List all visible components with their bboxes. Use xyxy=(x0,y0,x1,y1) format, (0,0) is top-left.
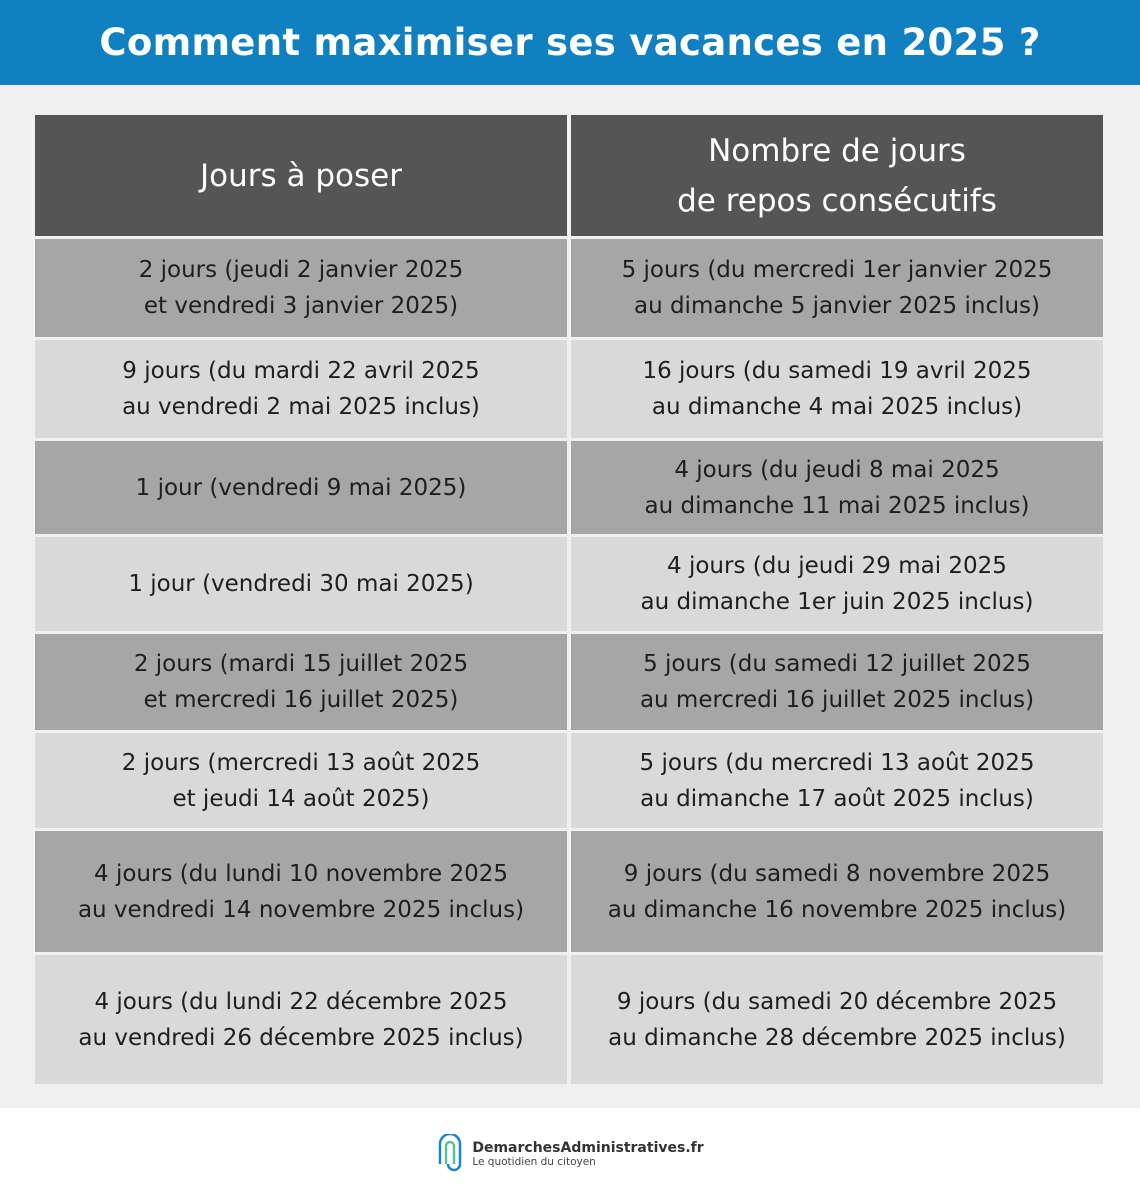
table-cell-consecutive-days: 16 jours (du samedi 19 avril 2025 au dimanche 4 mai 2025 inclus) xyxy=(571,340,1103,438)
table-cell-consecutive-days: 5 jours (du samedi 12 juillet 2025 au mercredi 16 juillet 2025 inclus) xyxy=(571,634,1103,730)
brand-tagline: Le quotidien du citoyen xyxy=(472,1156,596,1168)
table-cell-days-off: 9 jours (du mardi 22 avril 2025 au vendredi 2 mai 2025 inclus) xyxy=(35,340,567,438)
table-cell-days-off: 2 jours (jeudi 2 janvier 2025 et vendredi 3 janvier 2025) xyxy=(35,239,567,337)
column-header-consecutive-days: Nombre de jours de repos consécutifs xyxy=(571,115,1103,236)
vacation-table xyxy=(35,115,1103,1084)
page-title: Comment maximiser ses vacances en 2025 ? xyxy=(0,0,1140,85)
table-cell-days-off: 4 jours (du lundi 22 décembre 2025 au vendredi 26 décembre 2025 inclus) xyxy=(35,955,567,1084)
table-cell-consecutive-days: 4 jours (du jeudi 8 mai 2025 au dimanche 11 mai 2025 inclus) xyxy=(571,441,1103,534)
footer xyxy=(0,1108,1140,1200)
brand-name: DemarchesAdministratives.fr xyxy=(472,1140,704,1156)
table-cell-days-off: 1 jour (vendredi 30 mai 2025) xyxy=(35,537,567,631)
column-header-days-off: Jours à poser xyxy=(35,115,567,236)
paperclip-logo-icon xyxy=(436,1134,464,1174)
table-cell-days-off: 4 jours (du lundi 10 novembre 2025 au vendredi 14 novembre 2025 inclus) xyxy=(35,831,567,952)
table-cell-days-off: 2 jours (mercredi 13 août 2025 et jeudi 14 août 2025) xyxy=(35,733,567,828)
table-cell-days-off: 2 jours (mardi 15 juillet 2025 et mercredi 16 juillet 2025) xyxy=(35,634,567,730)
table-cell-consecutive-days: 5 jours (du mercredi 13 août 2025 au dimanche 17 août 2025 inclus) xyxy=(571,733,1103,828)
table-cell-consecutive-days: 4 jours (du jeudi 29 mai 2025 au dimanche 1er juin 2025 inclus) xyxy=(571,537,1103,631)
table-cell-days-off: 1 jour (vendredi 9 mai 2025) xyxy=(35,441,567,534)
table-cell-consecutive-days: 5 jours (du mercredi 1er janvier 2025 au dimanche 5 janvier 2025 inclus) xyxy=(571,239,1103,337)
table-cell-consecutive-days: 9 jours (du samedi 20 décembre 2025 au dimanche 28 décembre 2025 inclus) xyxy=(571,955,1103,1084)
table-cell-consecutive-days: 9 jours (du samedi 8 novembre 2025 au dimanche 16 novembre 2025 inclus) xyxy=(571,831,1103,952)
